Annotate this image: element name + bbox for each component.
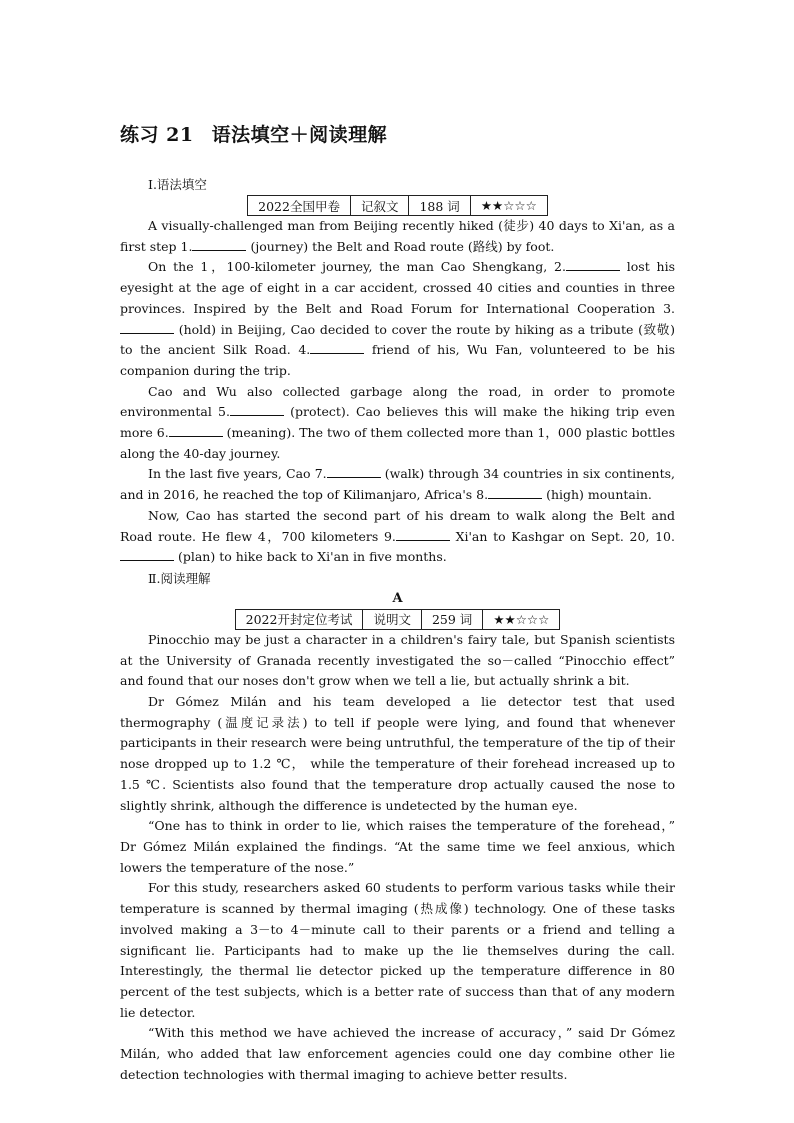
grammar-paragraph-4: In the last five years, Cao 7. (walk) through 34 countries in six continents, and in 2016, he reached the top of Kilimanjaro, Africa's 8. (high) mountain. [120,466,675,503]
grammar-paragraph-5: Now, Cao has started the second part of his dream to walk along the Belt and Road route. He flew 4，700 kilometers 9. Xi'an to Kashgar on Sept. 20, 10. (plan) to hike back to Xi'an in five months. [120,507,675,565]
exercise-title: 语法填空＋阅读理解 [211,124,388,146]
passage-letter: A [392,590,403,606]
blank-2[interactable] [566,258,620,271]
section-heading-grammar: Ⅰ.语法填空 [148,177,207,192]
reading-paragraph-5: “With this method we have achieved the increase of accuracy，” said Dr Gómez Milán, who added that law enforcement agencies could one day combine other lie detection technologies with thermal imaging to achieve better results. [120,1025,675,1082]
document-body [120,174,675,1085]
reading-paragraph-4: For this study, researchers asked 60 students to perform various tasks while their temperature is scanned by thermal imaging (热成像) technology. One of these tasks involved making a 3－to 4－minute call to their parents or a friend and telling a significant lie. Participants had to make up the lie themselves during the call. Interestingly, the thermal lie detector picked up the temperature difference in 80 percent of the test subjects, which is a better rate of success than that of any modern lie detector. [120,880,675,1020]
reading-paragraph-2: Dr Gómez Milán and his team developed a lie detector test that used thermography (温度记录法) to tell if people were lying, and found that whenever participants in their research were being untruthful, the temperature of the tip of their nose dropped up to 1.2 ℃， while the temperature of their forehead increased up to 1.5 ℃. Scientists also found that the temperature drop actually caused the nose to slightly shrink, although the difference is undetected by the human eye. [120,694,675,813]
info-source: 2022开封定位考试 [235,609,363,629]
blank-5[interactable] [230,403,284,416]
blank-10[interactable] [120,548,174,561]
reading-paragraph-1: Pinocchio may be just a character in a children's fairy tale, but Spanish scientists at the University of Granada recently investigated the so－called “Pinocchio effect” and found that our noses don't grow when we tell a lie, but actually shrink a bit. [120,631,675,689]
blank-4[interactable] [310,341,364,354]
grammar-paragraph-1: A visually-challenged man from Beijing recently hiked (徒步) 40 days to Xi'an, as a first step 1. (journey) the Belt and Road route (路线) by foot. [120,218,675,254]
blank-3[interactable] [120,321,174,334]
info-table-2 [235,609,561,630]
info-source: 2022全国甲卷 [248,196,351,216]
info-genre: 说明文 [363,609,422,629]
info-difficulty: ★★☆☆☆ [470,196,547,216]
info-wordcount: 188 词 [409,196,470,216]
info-difficulty: ★★☆☆☆ [483,609,560,629]
grammar-paragraph-3: Cao and Wu also collected garbage along the road, in order to promote environmental 5. (protect). Cao believes this will make the hiking trip even more 6. (meaning). The two of them collected more than 1，000 plastic bottles along the 40-day journey. [120,383,676,461]
blank-6[interactable] [169,424,223,437]
blank-7[interactable] [327,465,381,478]
info-table-1 [247,195,548,216]
grammar-paragraph-2: On the 1，100-kilometer journey, the man Cao Shengkang, 2. lost his eyesight at the age of eight in a car accident, crossed 40 cities and counties in three provinces. Inspired by the Belt and Road Forum for International Cooperation 3. (hold) in Beijing, Cao decided to cover the route by hiking as a tribute (致敬) to the ancient Silk Road. 4. friend of his, Wu Fan, volunteered to be his companion during the trip. [120,259,675,378]
blank-8[interactable] [488,486,542,499]
exercise-number: 练习 21 [120,124,194,146]
reading-paragraph-3: “One has to think in order to lie, which raises the temperature of the forehead，” Dr Gómez Milán explained the findings. “At the same time we feel anxious, which lowers the temperature of the nose.” [120,818,675,875]
page-title [120,120,387,147]
info-genre: 记叙文 [350,196,409,216]
info-wordcount: 259 词 [421,609,482,629]
blank-9[interactable] [396,528,450,541]
blank-1[interactable] [192,238,246,251]
section-heading-reading: Ⅱ.阅读理解 [148,570,211,586]
